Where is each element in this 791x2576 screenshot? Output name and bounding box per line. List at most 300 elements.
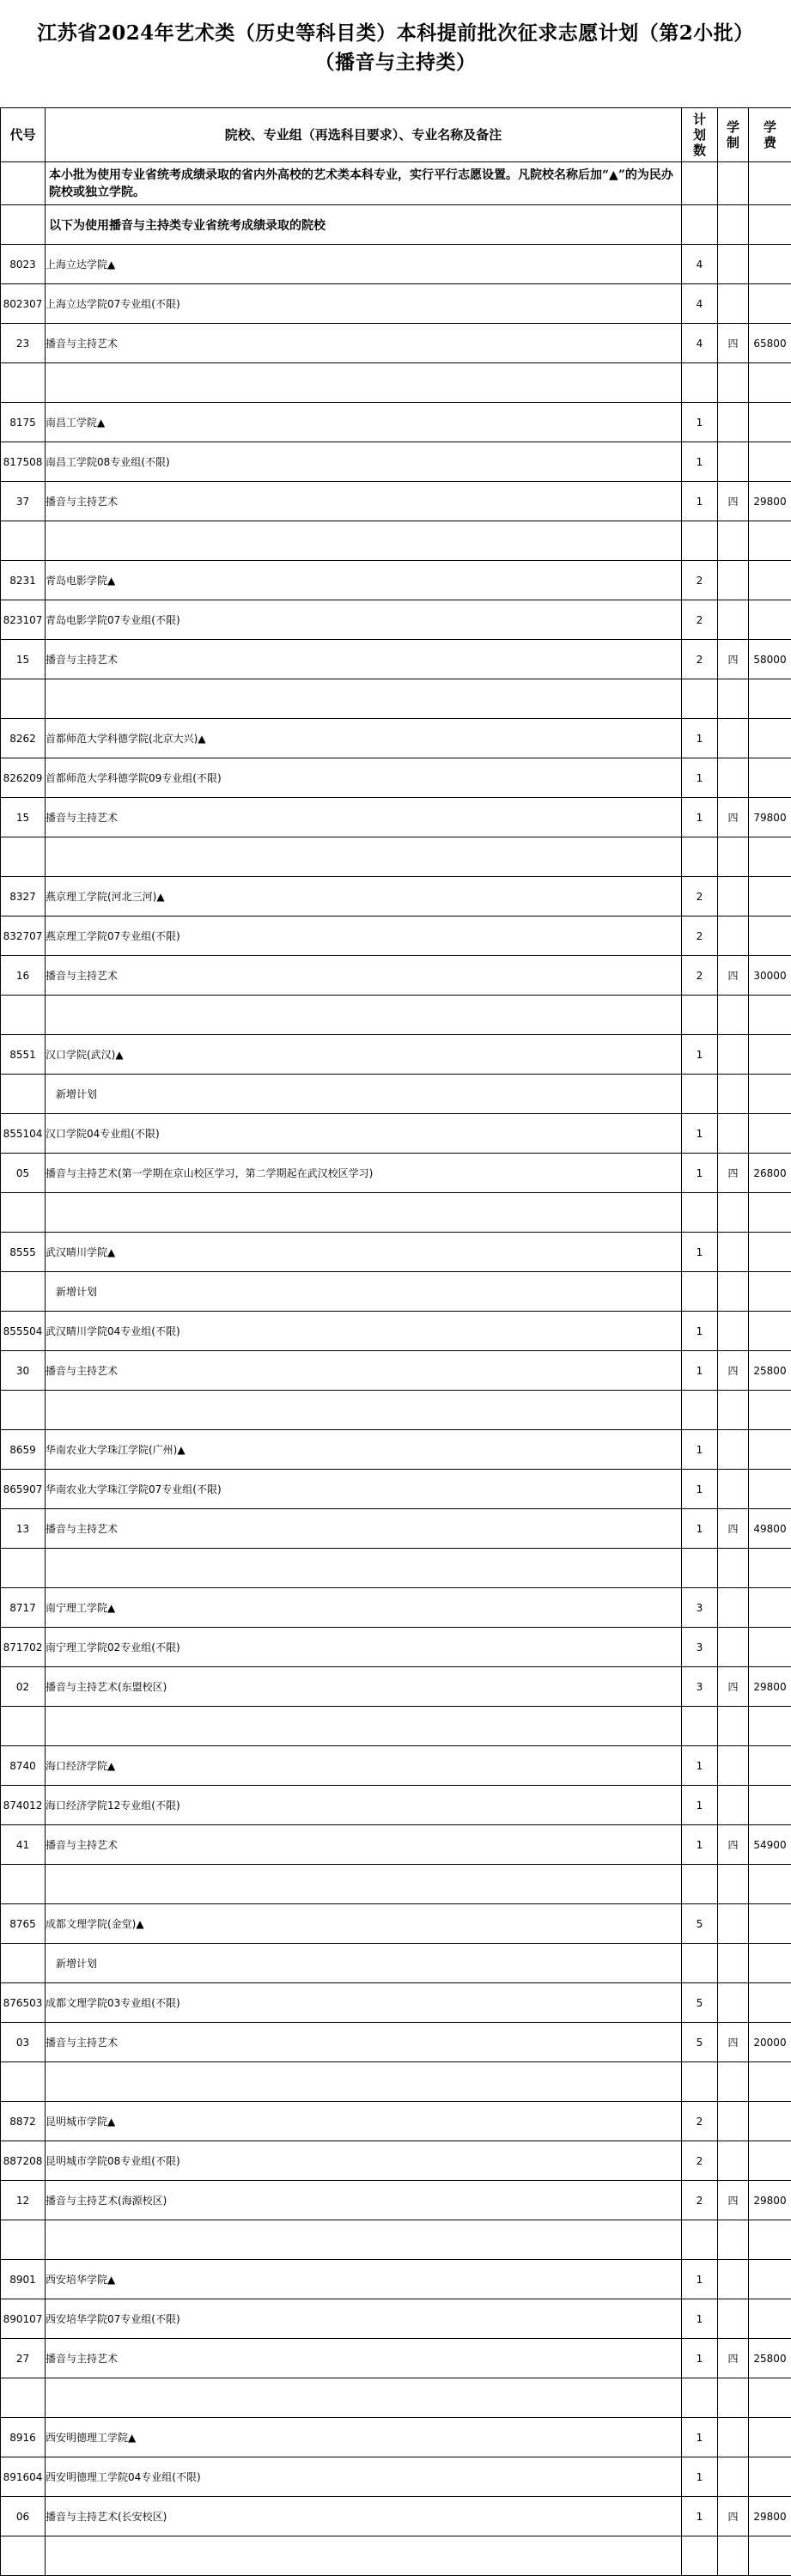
plan-cell xyxy=(682,1944,718,1983)
code-cell xyxy=(1,521,46,561)
plan-cell: 1 xyxy=(682,2260,718,2299)
plan-cell xyxy=(682,1549,718,1588)
name-cell: 播音与主持艺术 xyxy=(46,2023,682,2062)
duration-cell xyxy=(718,442,749,482)
name-cell: 海口经济学院▲ xyxy=(46,1746,682,1786)
fee-cell: 29800 xyxy=(749,482,791,521)
name-cell: 播音与主持艺术(长安校区) xyxy=(46,2497,682,2536)
duration-cell: 四 xyxy=(718,1509,749,1549)
header-code: 代号 xyxy=(1,108,46,162)
duration-cell xyxy=(718,2062,749,2102)
fee-cell: 20000 xyxy=(749,2023,791,2062)
header-plan-char: 划 xyxy=(682,127,717,143)
name-cell xyxy=(46,2378,682,2418)
table-row xyxy=(1,1944,791,1983)
fee-cell xyxy=(749,284,791,324)
code-cell: 05 xyxy=(1,1154,46,1193)
section-note: 以下为使用播音与主持类专业省统考成绩录取的院校 xyxy=(46,205,682,245)
code-cell: 23 xyxy=(1,324,46,363)
name-cell xyxy=(46,1865,682,1904)
duration-cell xyxy=(718,1391,749,1430)
code-cell: 8023 xyxy=(1,245,46,284)
name-cell: 燕京理工学院07专业组(不限) xyxy=(46,917,682,956)
plan-cell: 1 xyxy=(682,2339,718,2378)
code-cell: 37 xyxy=(1,482,46,521)
fee-cell xyxy=(749,2141,791,2181)
plan-cell: 1 xyxy=(682,442,718,482)
name-cell xyxy=(46,1391,682,1430)
plan-cell: 1 xyxy=(682,2497,718,2536)
duration-cell xyxy=(718,2536,749,2576)
code-cell: 03 xyxy=(1,2023,46,2062)
code-cell: 8659 xyxy=(1,1430,46,1470)
table-row xyxy=(1,1154,791,1193)
duration-cell xyxy=(718,758,749,798)
duration-cell xyxy=(718,1628,749,1667)
blank-row xyxy=(1,1707,791,1746)
code-cell: 8765 xyxy=(1,1904,46,1944)
table-row xyxy=(1,2023,791,2062)
header-duration xyxy=(718,108,749,162)
code-cell: 874012 xyxy=(1,1786,46,1825)
table-row xyxy=(1,1470,791,1509)
duration-cell: 四 xyxy=(718,2181,749,2220)
plan-cell: 1 xyxy=(682,758,718,798)
fee-cell xyxy=(749,1233,791,1272)
fee-cell xyxy=(749,996,791,1035)
code-cell xyxy=(1,1272,46,1312)
header-duration-char: 学 xyxy=(718,119,748,135)
plan-cell xyxy=(682,1272,718,1312)
name-cell: 昆明城市学院08专业组(不限) xyxy=(46,2141,682,2181)
table-row xyxy=(1,2457,791,2497)
fee-cell xyxy=(749,600,791,640)
name-cell: 南昌工学院08专业组(不限) xyxy=(46,442,682,482)
duration-cell xyxy=(718,1983,749,2023)
fee-cell xyxy=(749,2536,791,2576)
table-row xyxy=(1,1667,791,1707)
duration-cell: 四 xyxy=(718,2497,749,2536)
fee-cell: 54900 xyxy=(749,1825,791,1865)
code-cell xyxy=(1,205,46,245)
duration-cell xyxy=(718,363,749,403)
code-cell: 15 xyxy=(1,640,46,679)
duration-cell: 四 xyxy=(718,482,749,521)
table-row xyxy=(1,1430,791,1470)
plan-cell: 1 xyxy=(682,1351,718,1391)
name-cell xyxy=(46,996,682,1035)
plan-cell xyxy=(682,679,718,719)
duration-cell xyxy=(718,600,749,640)
table-row xyxy=(1,917,791,956)
table-row xyxy=(1,442,791,482)
fee-cell: 58000 xyxy=(749,640,791,679)
duration-cell xyxy=(718,561,749,600)
plan-table xyxy=(0,107,791,2576)
blank-row xyxy=(1,1391,791,1430)
plan-cell: 1 xyxy=(682,798,718,837)
table-row xyxy=(1,877,791,917)
duration-cell: 四 xyxy=(718,324,749,363)
plan-cell: 1 xyxy=(682,2418,718,2457)
duration-cell xyxy=(718,679,749,719)
name-cell: 播音与主持艺术 xyxy=(46,640,682,679)
duration-cell: 四 xyxy=(718,1825,749,1865)
plan-cell: 4 xyxy=(682,324,718,363)
code-cell xyxy=(1,363,46,403)
table-row xyxy=(1,1114,791,1154)
duration-cell xyxy=(718,2220,749,2260)
plan-cell: 1 xyxy=(682,1825,718,1865)
fee-cell xyxy=(749,521,791,561)
fee-cell xyxy=(749,2378,791,2418)
fee-cell: 30000 xyxy=(749,956,791,996)
code-cell: 8175 xyxy=(1,403,46,442)
name-cell: 海口经济学院12专业组(不限) xyxy=(46,1786,682,1825)
duration-cell xyxy=(718,1470,749,1509)
duration-cell: 四 xyxy=(718,1667,749,1707)
name-cell: 南宁理工学院▲ xyxy=(46,1588,682,1628)
table-row xyxy=(1,1983,791,2023)
duration-cell xyxy=(718,1272,749,1312)
title-line-2: （播音与主持类） xyxy=(0,48,791,77)
fee-cell: 79800 xyxy=(749,798,791,837)
name-cell: 播音与主持艺术 xyxy=(46,956,682,996)
plan-cell xyxy=(682,521,718,561)
name-cell: 新增计划 xyxy=(46,1272,682,1312)
code-cell: 855504 xyxy=(1,1312,46,1351)
duration-cell xyxy=(718,205,749,245)
plan-cell xyxy=(682,1193,718,1233)
fee-cell xyxy=(749,205,791,245)
duration-cell xyxy=(718,1707,749,1746)
duration-cell xyxy=(718,162,749,205)
name-cell: 华南农业大学珠江学院(广州)▲ xyxy=(46,1430,682,1470)
name-cell: 播音与主持艺术(第一学期在京山校区学习，第二学期起在武汉校区学习) xyxy=(46,1154,682,1193)
fee-cell xyxy=(749,719,791,758)
blank-row xyxy=(1,1865,791,1904)
code-cell: 817508 xyxy=(1,442,46,482)
table-row xyxy=(1,1509,791,1549)
name-cell xyxy=(46,2220,682,2260)
code-cell xyxy=(1,1707,46,1746)
duration-cell xyxy=(718,996,749,1035)
plan-cell: 2 xyxy=(682,956,718,996)
code-cell: 8551 xyxy=(1,1035,46,1075)
name-cell xyxy=(46,837,682,877)
duration-cell: 四 xyxy=(718,1154,749,1193)
name-cell xyxy=(46,1549,682,1588)
plan-cell: 2 xyxy=(682,600,718,640)
name-cell xyxy=(46,2062,682,2102)
intro-note-row xyxy=(1,162,791,205)
code-cell: 8555 xyxy=(1,1233,46,1272)
name-cell: 播音与主持艺术 xyxy=(46,1825,682,1865)
plan-cell: 5 xyxy=(682,2023,718,2062)
name-cell: 上海立达学院▲ xyxy=(46,245,682,284)
code-cell: 41 xyxy=(1,1825,46,1865)
name-cell: 青岛电影学院▲ xyxy=(46,561,682,600)
table-row xyxy=(1,719,791,758)
fee-cell: 26800 xyxy=(749,1154,791,1193)
duration-cell xyxy=(718,1746,749,1786)
duration-cell xyxy=(718,917,749,956)
plan-cell xyxy=(682,205,718,245)
code-cell: 27 xyxy=(1,2339,46,2378)
header-fee-char: 费 xyxy=(749,135,791,150)
plan-cell: 1 xyxy=(682,1114,718,1154)
plan-cell xyxy=(682,1707,718,1746)
code-cell: 826209 xyxy=(1,758,46,798)
table-row xyxy=(1,1825,791,1865)
plan-cell: 2 xyxy=(682,2102,718,2141)
plan-cell xyxy=(682,162,718,205)
plan-cell xyxy=(682,1865,718,1904)
code-cell: 8916 xyxy=(1,2418,46,2457)
table-row xyxy=(1,1588,791,1628)
fee-cell xyxy=(749,2299,791,2339)
code-cell xyxy=(1,2062,46,2102)
code-cell: 8872 xyxy=(1,2102,46,2141)
code-cell xyxy=(1,1193,46,1233)
name-cell: 西安培华学院07专业组(不限) xyxy=(46,2299,682,2339)
section-note-row xyxy=(1,205,791,245)
table-row xyxy=(1,1786,791,1825)
fee-cell xyxy=(749,403,791,442)
table-row xyxy=(1,2497,791,2536)
plan-cell: 2 xyxy=(682,561,718,600)
duration-cell xyxy=(718,1944,749,1983)
plan-cell: 1 xyxy=(682,1746,718,1786)
table-row xyxy=(1,2141,791,2181)
name-cell: 新增计划 xyxy=(46,1075,682,1114)
duration-cell xyxy=(718,284,749,324)
table-row xyxy=(1,2260,791,2299)
code-cell xyxy=(1,1549,46,1588)
fee-cell xyxy=(749,561,791,600)
document-title xyxy=(0,19,791,77)
fee-cell xyxy=(749,1944,791,1983)
table-row xyxy=(1,2339,791,2378)
name-cell: 新增计划 xyxy=(46,1944,682,1983)
blank-row xyxy=(1,521,791,561)
plan-cell: 1 xyxy=(682,482,718,521)
plan-cell: 2 xyxy=(682,917,718,956)
fee-cell xyxy=(749,245,791,284)
fee-cell xyxy=(749,1746,791,1786)
table-row xyxy=(1,798,791,837)
fee-cell xyxy=(749,1272,791,1312)
fee-cell xyxy=(749,877,791,917)
table-row xyxy=(1,1233,791,1272)
plan-cell: 1 xyxy=(682,1509,718,1549)
name-cell: 西安明德理工学院04专业组(不限) xyxy=(46,2457,682,2497)
table-row xyxy=(1,403,791,442)
plan-cell: 1 xyxy=(682,1035,718,1075)
name-cell: 播音与主持艺术 xyxy=(46,1351,682,1391)
duration-cell: 四 xyxy=(718,640,749,679)
fee-cell xyxy=(749,1707,791,1746)
name-cell xyxy=(46,1193,682,1233)
fee-cell xyxy=(749,2260,791,2299)
name-cell: 成都文理学院03专业组(不限) xyxy=(46,1983,682,2023)
name-cell: 西安培华学院▲ xyxy=(46,2260,682,2299)
duration-cell xyxy=(718,2378,749,2418)
plan-cell: 1 xyxy=(682,403,718,442)
duration-cell: 四 xyxy=(718,1351,749,1391)
name-cell: 播音与主持艺术 xyxy=(46,324,682,363)
plan-cell: 1 xyxy=(682,1470,718,1509)
code-cell xyxy=(1,2220,46,2260)
code-cell xyxy=(1,837,46,877)
fee-cell xyxy=(749,679,791,719)
fee-cell xyxy=(749,1391,791,1430)
table-row xyxy=(1,1272,791,1312)
duration-cell: 四 xyxy=(718,2339,749,2378)
code-cell: 871702 xyxy=(1,1628,46,1667)
blank-row xyxy=(1,1193,791,1233)
plan-cell: 2 xyxy=(682,2141,718,2181)
plan-cell: 3 xyxy=(682,1588,718,1628)
plan-cell: 3 xyxy=(682,1628,718,1667)
duration-cell xyxy=(718,2457,749,2497)
table-row xyxy=(1,1035,791,1075)
fee-cell xyxy=(749,1114,791,1154)
code-cell xyxy=(1,996,46,1035)
table-row xyxy=(1,1746,791,1786)
fee-cell xyxy=(749,1075,791,1114)
header-plan-char: 计 xyxy=(682,112,717,127)
plan-cell xyxy=(682,1391,718,1430)
table-row xyxy=(1,1075,791,1114)
name-cell xyxy=(46,1707,682,1746)
fee-cell xyxy=(749,758,791,798)
duration-cell xyxy=(718,719,749,758)
duration-cell xyxy=(718,1114,749,1154)
name-cell: 成都文理学院(金堂)▲ xyxy=(46,1904,682,1944)
code-cell: 802307 xyxy=(1,284,46,324)
duration-cell xyxy=(718,1193,749,1233)
code-cell xyxy=(1,1865,46,1904)
blank-row xyxy=(1,2536,791,2576)
table-header-row xyxy=(1,108,791,162)
duration-cell xyxy=(718,1786,749,1825)
plan-cell: 2 xyxy=(682,2181,718,2220)
plan-cell: 1 xyxy=(682,1154,718,1193)
duration-cell xyxy=(718,2260,749,2299)
code-cell: 8231 xyxy=(1,561,46,600)
duration-cell: 四 xyxy=(718,2023,749,2062)
name-cell xyxy=(46,521,682,561)
name-cell: 上海立达学院07专业组(不限) xyxy=(46,284,682,324)
name-cell: 武汉晴川学院▲ xyxy=(46,1233,682,1272)
plan-cell xyxy=(682,2062,718,2102)
name-cell: 南昌工学院▲ xyxy=(46,403,682,442)
fee-cell xyxy=(749,1430,791,1470)
fee-cell xyxy=(749,1865,791,1904)
name-cell: 汉口学院04专业组(不限) xyxy=(46,1114,682,1154)
duration-cell xyxy=(718,245,749,284)
table-row xyxy=(1,482,791,521)
fee-cell xyxy=(749,1312,791,1351)
code-cell xyxy=(1,2536,46,2576)
code-cell: 8901 xyxy=(1,2260,46,2299)
name-cell xyxy=(46,679,682,719)
code-cell: 876503 xyxy=(1,1983,46,2023)
fee-cell xyxy=(749,837,791,877)
fee-cell: 25800 xyxy=(749,2339,791,2378)
blank-row xyxy=(1,996,791,1035)
code-cell: 16 xyxy=(1,956,46,996)
code-cell: 887208 xyxy=(1,2141,46,2181)
name-cell: 播音与主持艺术(东盟校区) xyxy=(46,1667,682,1707)
table-row xyxy=(1,1351,791,1391)
fee-cell xyxy=(749,1549,791,1588)
blank-row xyxy=(1,679,791,719)
duration-cell xyxy=(718,1035,749,1075)
fee-cell xyxy=(749,1628,791,1667)
code-cell: 832707 xyxy=(1,917,46,956)
plan-cell: 2 xyxy=(682,640,718,679)
code-cell: 15 xyxy=(1,798,46,837)
fee-cell xyxy=(749,1588,791,1628)
name-cell: 播音与主持艺术 xyxy=(46,482,682,521)
blank-row xyxy=(1,363,791,403)
name-cell: 首都师范大学科德学院09专业组(不限) xyxy=(46,758,682,798)
table-row xyxy=(1,1312,791,1351)
duration-cell: 四 xyxy=(718,956,749,996)
header-fee xyxy=(749,108,791,162)
code-cell: 13 xyxy=(1,1509,46,1549)
plan-cell xyxy=(682,363,718,403)
code-cell: 891604 xyxy=(1,2457,46,2497)
fee-cell xyxy=(749,2418,791,2457)
name-cell: 青岛电影学院07专业组(不限) xyxy=(46,600,682,640)
name-cell: 播音与主持艺术(海源校区) xyxy=(46,2181,682,2220)
code-cell: 8262 xyxy=(1,719,46,758)
plan-cell xyxy=(682,2536,718,2576)
name-cell: 播音与主持艺术 xyxy=(46,798,682,837)
table-row xyxy=(1,2181,791,2220)
plan-cell: 5 xyxy=(682,1983,718,2023)
duration-cell xyxy=(718,2299,749,2339)
duration-cell xyxy=(718,2141,749,2181)
fee-cell: 49800 xyxy=(749,1509,791,1549)
table-row xyxy=(1,1628,791,1667)
code-cell: 865907 xyxy=(1,1470,46,1509)
duration-cell xyxy=(718,403,749,442)
duration-cell xyxy=(718,1075,749,1114)
table-row xyxy=(1,561,791,600)
code-cell: 30 xyxy=(1,1351,46,1391)
code-cell xyxy=(1,679,46,719)
plan-cell xyxy=(682,1075,718,1114)
duration-cell xyxy=(718,1312,749,1351)
name-cell: 汉口学院(武汉)▲ xyxy=(46,1035,682,1075)
code-cell xyxy=(1,162,46,205)
code-cell: 12 xyxy=(1,2181,46,2220)
plan-cell xyxy=(682,996,718,1035)
duration-cell xyxy=(718,877,749,917)
blank-row xyxy=(1,1549,791,1588)
plan-cell: 1 xyxy=(682,2299,718,2339)
fee-cell xyxy=(749,2220,791,2260)
name-cell: 华南农业大学珠江学院07专业组(不限) xyxy=(46,1470,682,1509)
plan-cell: 3 xyxy=(682,1667,718,1707)
name-cell: 昆明城市学院▲ xyxy=(46,2102,682,2141)
fee-cell xyxy=(749,1193,791,1233)
header-plan xyxy=(682,108,718,162)
